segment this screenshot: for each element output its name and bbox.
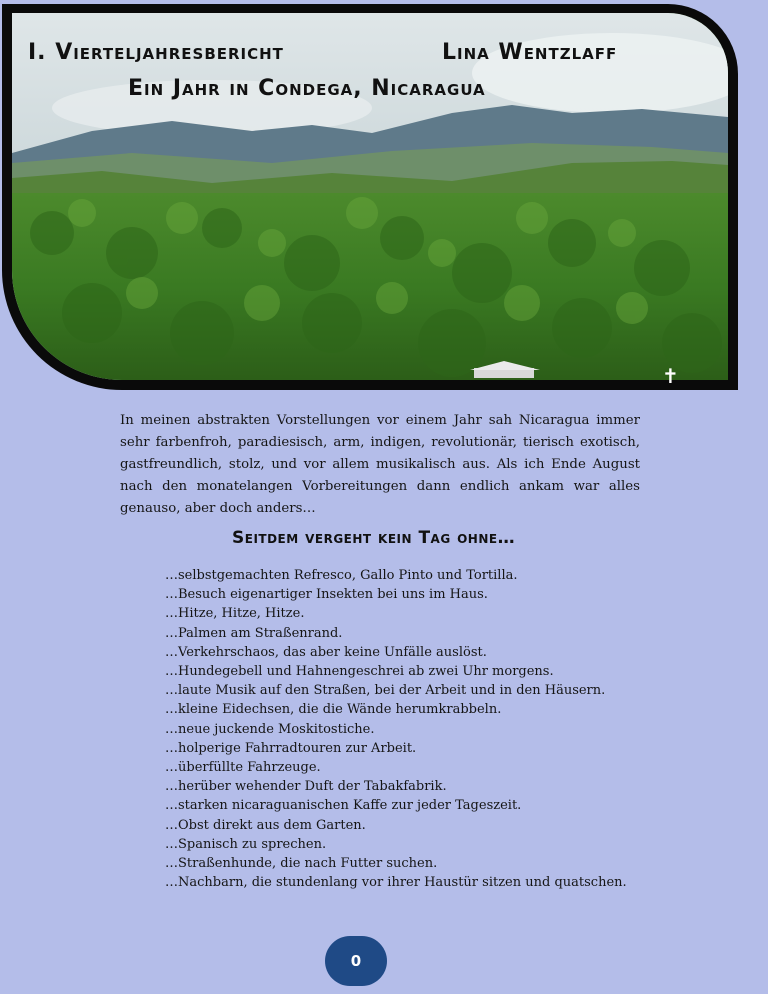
report-title: I. Vierteljahresbericht [28,40,284,65]
list-item: …neue juckende Moskitostiche. [165,721,375,737]
list-item: …starken nicaraguanischen Kaffe zur jeder Tageszeit. [165,798,522,814]
list-item: …Obst direkt aus dem Garten. [165,817,366,833]
author-name: Lina Wentzlaff [442,40,618,65]
list-item: …holperige Fahrradtouren zur Arbeit. [165,740,417,756]
list-item: …Besuch eigenartiger Insekten bei uns im Haus. [165,587,488,603]
list-item: …überfüllte Fahrzeuge. [165,760,321,776]
header-banner [2,4,738,390]
report-subtitle: Ein Jahr in Condega, Nicaragua [128,76,486,101]
intro-paragraph: In meinen abstrakten Vorstellungen vor einem Jahr sah Nicaragua immer sehr farbenfroh, paradiesisch, arm, indigen, revolutionär, tierisch exotisch, gastfreundlich, stolz, und vor allem musikalisch aus. Als ich Ende August nach den monatelangen Vorbereitungen dann endlich ankam war alles genauso, aber doch anders… [120,413,640,516]
list-item: …laute Musik auf den Straßen, bei der Arbeit und in den Häusern. [165,683,606,699]
list-item: …Palmen am Straßenrand. [165,625,343,641]
page-number-badge: 0 [325,936,387,986]
list-item: …Nachbarn, die stundenlang vor ihrer Haustür sitzen und quatschen. [165,875,627,891]
list-item: …kleine Eidechsen, die die Wände herumkrabbeln. [165,702,502,718]
landscape-photo [12,13,728,380]
section-heading: Seitdem vergeht kein Tag ohne… [232,528,516,548]
list-item: …Straßenhunde, die nach Futter suchen. [165,856,438,872]
list-item: …Hundegebell und Hahnengeschrei ab zwei Uhr morgens. [165,664,554,680]
list-item: …selbstgemachten Refresco, Gallo Pinto und Tortilla. [165,568,518,583]
list-item: …Spanisch zu sprechen. [165,836,327,852]
list-item: …herüber wehender Duft der Tabakfabrik. [165,779,447,795]
cross-icon: ✝ [662,364,679,388]
daily-list [165,566,627,892]
list-item: …Verkehrschaos, das aber keine Unfälle auslöst. [165,644,487,660]
list-item: …Hitze, Hitze, Hitze. [165,606,305,622]
